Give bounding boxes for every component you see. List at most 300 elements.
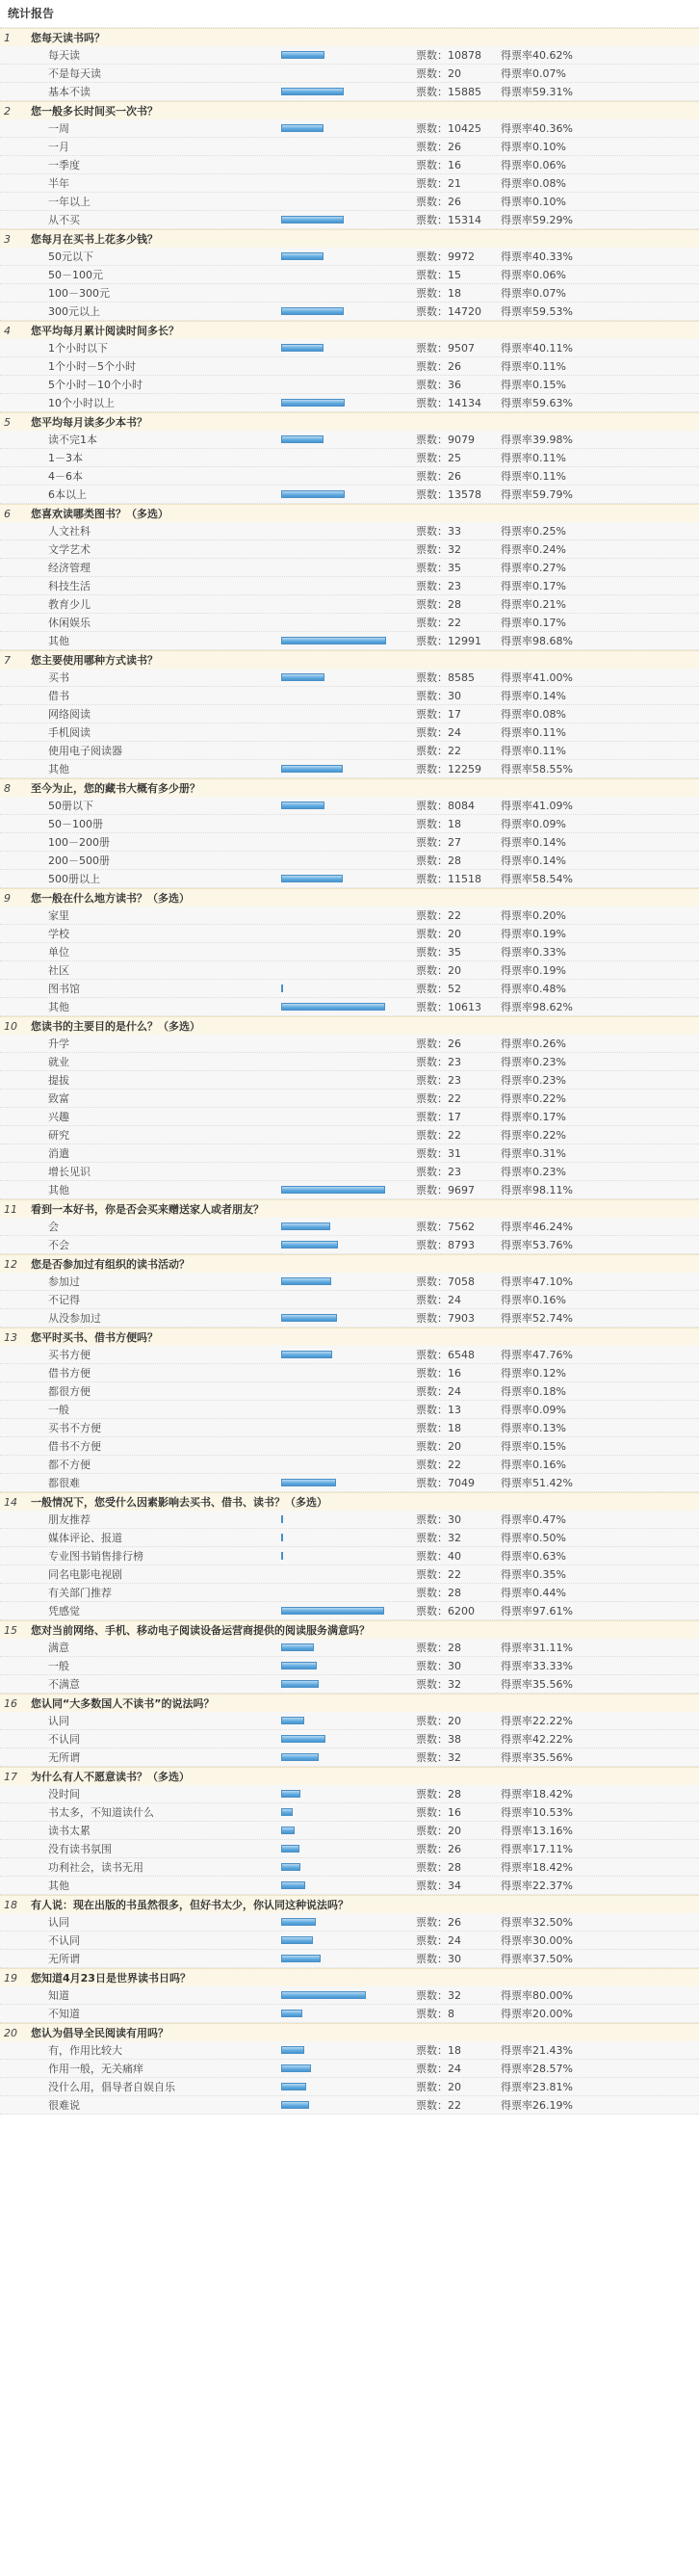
vote-count: 票数：20 — [416, 928, 461, 940]
option-label: 从不买 — [48, 214, 80, 226]
vote-count: 票数：35 — [416, 562, 461, 574]
vote-count: 票数：18 — [416, 818, 461, 830]
option-label: 6本以上 — [48, 488, 87, 501]
vote-bar — [281, 1735, 325, 1743]
question-number: 15 — [4, 1623, 17, 1637]
option-label: 有关部门推荐 — [48, 1587, 112, 1599]
question-text: 看到一本好书，你是否会买来赠送家人或者朋友？ — [31, 1203, 264, 1216]
vote-bar — [281, 1918, 316, 1926]
vote-count: 票数：7903 — [416, 1312, 475, 1325]
vote-rate: 得票率30.00% — [501, 1934, 573, 1947]
vote-count: 票数：32 — [416, 1678, 461, 1691]
vote-count: 票数：11518 — [416, 873, 481, 885]
vote-bar-track — [281, 637, 387, 644]
vote-count: 票数：28 — [416, 1861, 461, 1874]
option-label: 半年 — [48, 177, 69, 190]
option-row — [0, 1547, 699, 1565]
vote-rate: 得票率0.35% — [501, 1568, 566, 1581]
vote-bar-track — [281, 747, 387, 754]
vote-rate: 得票率0.11% — [501, 745, 566, 757]
vote-bar-track — [281, 1003, 387, 1011]
question-header — [0, 1694, 699, 1712]
option-row — [0, 1144, 699, 1163]
option-label: 都不方便 — [48, 1459, 91, 1471]
question-section — [0, 229, 699, 321]
question-number: 2 — [4, 104, 11, 118]
option-label: 买书 — [48, 671, 69, 684]
option-row — [0, 1657, 699, 1675]
option-row — [0, 1456, 699, 1474]
option-label: 一般 — [48, 1660, 69, 1672]
vote-bar-track — [281, 161, 387, 169]
vote-count: 票数：22 — [416, 1092, 461, 1105]
option-label: 一季度 — [48, 159, 80, 171]
vote-rate: 得票率0.18% — [501, 1385, 566, 1398]
option-label: 不认同 — [48, 1733, 80, 1746]
vote-rate: 得票率0.24% — [501, 543, 566, 556]
vote-bar-track — [281, 1827, 387, 1834]
option-label: 其他 — [48, 1001, 69, 1013]
vote-count: 票数：16 — [416, 159, 461, 171]
vote-count: 票数：27 — [416, 836, 461, 849]
question-text: 您读书的主要目的是什么？（多选） — [31, 1020, 200, 1033]
question-text: 有人说：现在出版的书虽然很多，但好书太少，你认同这种说法吗？ — [31, 1899, 349, 1911]
option-label: 都很难 — [48, 1477, 80, 1489]
vote-count: 票数：32 — [416, 1989, 461, 2002]
question-header — [0, 650, 699, 669]
option-label: 其他 — [48, 635, 69, 647]
vote-count: 票数：30 — [416, 1660, 461, 1672]
option-row — [0, 394, 699, 412]
option-label: 50册以下 — [48, 800, 93, 812]
vote-bar — [281, 344, 324, 352]
option-label: 就业 — [48, 1056, 69, 1068]
vote-bar-track — [281, 1387, 387, 1395]
vote-count: 票数：12991 — [416, 635, 481, 647]
vote-bar-track — [281, 88, 387, 95]
vote-count: 票数：12259 — [416, 763, 481, 775]
vote-rate: 得票率0.15% — [501, 379, 566, 391]
vote-count: 票数：9079 — [416, 434, 475, 446]
vote-bar-track — [281, 1094, 387, 1102]
option-label: 经济管理 — [48, 562, 91, 574]
question-number: 16 — [4, 1696, 17, 1710]
vote-count: 票数：22 — [416, 745, 461, 757]
option-label: 满意 — [48, 1642, 69, 1654]
vote-rate: 得票率80.00% — [501, 1989, 573, 2002]
vote-bar-track — [281, 1351, 387, 1358]
question-header — [0, 101, 699, 119]
vote-rate: 得票率28.57% — [501, 2063, 573, 2075]
vote-rate: 得票率0.19% — [501, 928, 566, 940]
question-text: 您是否参加过有组织的读书活动？ — [31, 1258, 190, 1271]
option-row — [0, 1437, 699, 1456]
vote-rate: 得票率0.31% — [501, 1147, 566, 1160]
vote-bar-track — [281, 564, 387, 571]
vote-bar-track — [281, 1479, 387, 1486]
option-row — [0, 1053, 699, 1071]
option-label: 读不完1本 — [48, 434, 97, 446]
vote-bar — [281, 985, 283, 992]
option-label: 不满意 — [48, 1678, 80, 1691]
question-header — [0, 1492, 699, 1511]
option-label: 单位 — [48, 946, 69, 959]
vote-count: 票数：23 — [416, 1074, 461, 1087]
option-row — [0, 1822, 699, 1840]
vote-bar — [281, 124, 324, 132]
vote-bar-track — [281, 1314, 387, 1322]
vote-bar — [281, 252, 324, 260]
vote-rate: 得票率40.33% — [501, 250, 573, 263]
vote-bar-track — [281, 1113, 387, 1120]
question-header — [0, 1327, 699, 1346]
vote-count: 票数：26 — [416, 1038, 461, 1050]
option-label: 提拔 — [48, 1074, 69, 1087]
vote-count: 票数：7058 — [416, 1275, 475, 1288]
option-row — [0, 248, 699, 266]
vote-bar — [281, 88, 344, 95]
vote-rate: 得票率33.33% — [501, 1660, 573, 1672]
vote-rate: 得票率0.33% — [501, 946, 566, 959]
vote-rate: 得票率59.79% — [501, 488, 573, 501]
vote-rate: 得票率42.22% — [501, 1733, 573, 1746]
option-row — [0, 1273, 699, 1291]
question-header — [0, 1199, 699, 1218]
option-row — [0, 1346, 699, 1364]
question-header — [0, 1968, 699, 1986]
vote-bar-track — [281, 802, 387, 809]
vote-rate: 得票率0.11% — [501, 726, 566, 739]
question-number: 12 — [4, 1257, 17, 1271]
vote-rate: 得票率0.27% — [501, 562, 566, 574]
vote-bar-track — [281, 1643, 387, 1651]
vote-count: 票数：17 — [416, 708, 461, 721]
vote-rate: 得票率0.16% — [501, 1459, 566, 1471]
vote-bar-track — [281, 765, 387, 773]
vote-rate: 得票率39.98% — [501, 434, 573, 446]
vote-bar — [281, 2064, 311, 2072]
option-row — [0, 2060, 699, 2078]
vote-bar — [281, 1607, 384, 1615]
vote-count: 票数：35 — [416, 946, 461, 959]
vote-rate: 得票率0.50% — [501, 1532, 566, 1544]
option-row — [0, 998, 699, 1016]
vote-count: 票数：15885 — [416, 86, 481, 98]
question-header — [0, 888, 699, 907]
vote-bar-track — [281, 1186, 387, 1194]
option-label: 不是每天读 — [48, 67, 101, 80]
vote-bar — [281, 307, 344, 315]
option-label: 10个小时以上 — [48, 397, 115, 409]
vote-bar-track — [281, 2083, 387, 2090]
option-label: 手机阅读 — [48, 726, 91, 739]
option-label: 升学 — [48, 1038, 69, 1050]
option-row — [0, 46, 699, 65]
option-label: 借书方便 — [48, 1367, 91, 1380]
option-row — [0, 156, 699, 174]
vote-rate: 得票率0.14% — [501, 690, 566, 702]
option-row — [0, 431, 699, 449]
vote-count: 票数：28 — [416, 598, 461, 611]
vote-bar — [281, 1186, 385, 1194]
question-header — [0, 1016, 699, 1035]
option-row — [0, 1675, 699, 1694]
question-section — [0, 888, 699, 1016]
vote-bar-track — [281, 124, 387, 132]
question-number: 9 — [4, 891, 11, 905]
vote-rate: 得票率0.17% — [501, 580, 566, 592]
vote-bar — [281, 2083, 306, 2090]
vote-count: 票数：15 — [416, 269, 461, 281]
option-row — [0, 1730, 699, 1748]
vote-count: 票数：36 — [416, 379, 461, 391]
option-row — [0, 2078, 699, 2096]
question-text: 您喜欢读哪类图书？（多选） — [31, 508, 168, 520]
vote-rate: 得票率0.22% — [501, 1092, 566, 1105]
option-row — [0, 961, 699, 980]
option-row — [0, 1309, 699, 1327]
vote-bar-track — [281, 490, 387, 498]
question-number: 4 — [4, 324, 11, 337]
option-row — [0, 1950, 699, 1968]
question-number: 20 — [4, 2026, 17, 2039]
vote-count: 票数：30 — [416, 690, 461, 702]
vote-rate: 得票率46.24% — [501, 1221, 573, 1233]
vote-count: 票数：24 — [416, 1294, 461, 1306]
option-label: 使用电子阅读器 — [48, 745, 122, 757]
option-label: 每天读 — [48, 49, 80, 62]
option-label: 200－500册 — [48, 854, 110, 867]
vote-rate: 得票率59.31% — [501, 86, 573, 98]
vote-count: 票数：14720 — [416, 305, 481, 318]
vote-bar — [281, 1991, 366, 1999]
vote-bar — [281, 765, 343, 773]
vote-rate: 得票率0.09% — [501, 1404, 566, 1416]
option-row — [0, 1840, 699, 1858]
vote-rate: 得票率0.48% — [501, 983, 566, 995]
vote-bar-track — [281, 600, 387, 608]
vote-bar-track — [281, 911, 387, 919]
option-label: 无所谓 — [48, 1953, 80, 1965]
option-row — [0, 1291, 699, 1309]
question-section — [0, 1694, 699, 1767]
vote-bar-track — [281, 1991, 387, 1999]
vote-bar-track — [281, 1790, 387, 1798]
vote-bar-track — [281, 1955, 387, 1962]
vote-count: 票数：20 — [416, 1825, 461, 1837]
question-section — [0, 101, 699, 229]
question-text: 您知道4月23日是世界读书日吗？ — [31, 1972, 191, 1985]
vote-count: 票数：9972 — [416, 250, 475, 263]
question-number: 11 — [4, 1202, 17, 1216]
vote-bar-track — [281, 856, 387, 864]
report-title: 统计报告 — [0, 0, 699, 28]
vote-rate: 得票率37.50% — [501, 1953, 573, 1965]
option-row — [0, 577, 699, 595]
vote-rate: 得票率58.54% — [501, 873, 573, 885]
vote-count: 票数：9507 — [416, 342, 475, 355]
option-label: 从没参加过 — [48, 1312, 101, 1325]
vote-count: 票数：20 — [416, 2081, 461, 2093]
option-row — [0, 1913, 699, 1932]
vote-rate: 得票率32.50% — [501, 1916, 573, 1929]
option-row — [0, 925, 699, 943]
vote-bar — [281, 1863, 300, 1871]
vote-count: 票数：25 — [416, 452, 461, 464]
question-text: 您认为倡导全民阅读有用吗？ — [31, 2027, 168, 2039]
option-label: 其他 — [48, 1184, 69, 1196]
option-row — [0, 284, 699, 302]
option-label: 不知道 — [48, 2008, 80, 2020]
vote-count: 票数：33 — [416, 525, 461, 538]
vote-bar-track — [281, 966, 387, 974]
vote-rate: 得票率0.06% — [501, 159, 566, 171]
vote-count: 票数：30 — [416, 1513, 461, 1526]
vote-rate: 得票率59.53% — [501, 305, 573, 318]
vote-count: 票数：40 — [416, 1550, 461, 1563]
vote-bar-track — [281, 692, 387, 699]
vote-bar-track — [281, 1168, 387, 1175]
vote-bar — [281, 1222, 330, 1230]
question-section — [0, 504, 699, 650]
option-label: 借书 — [48, 690, 69, 702]
vote-rate: 得票率18.42% — [501, 1788, 573, 1801]
vote-count: 票数：6200 — [416, 1605, 475, 1617]
vote-bar-track — [281, 527, 387, 535]
option-label: 没有读书氛围 — [48, 1843, 112, 1855]
question-header — [0, 1254, 699, 1273]
option-row — [0, 797, 699, 815]
vote-bar-track — [281, 344, 387, 352]
survey-list — [0, 28, 699, 2115]
vote-count: 票数：10878 — [416, 49, 481, 62]
question-number: 19 — [4, 1971, 17, 1985]
vote-count: 票数：26 — [416, 1843, 461, 1855]
vote-count: 票数：26 — [416, 141, 461, 153]
vote-bar — [281, 637, 386, 644]
vote-bar-track — [281, 179, 387, 187]
vote-count: 票数：23 — [416, 1166, 461, 1178]
vote-count: 票数：20 — [416, 1440, 461, 1453]
vote-rate: 得票率0.14% — [501, 854, 566, 867]
vote-bar-track — [281, 1680, 387, 1688]
vote-rate: 得票率0.07% — [501, 287, 566, 300]
option-row — [0, 449, 699, 467]
option-row — [0, 705, 699, 723]
vote-count: 票数：26 — [416, 1916, 461, 1929]
vote-count: 票数：28 — [416, 1587, 461, 1599]
vote-bar-track — [281, 1058, 387, 1065]
question-section — [0, 321, 699, 412]
vote-bar-track — [281, 1076, 387, 1084]
vote-rate: 得票率47.76% — [501, 1349, 573, 1361]
option-label: 专业图书销售排行榜 — [48, 1550, 143, 1563]
vote-rate: 得票率51.42% — [501, 1477, 573, 1489]
vote-count: 票数：14134 — [416, 397, 481, 409]
question-section — [0, 2023, 699, 2115]
vote-rate: 得票率40.11% — [501, 342, 573, 355]
vote-rate: 得票率13.16% — [501, 1825, 573, 1837]
option-label: 基本不读 — [48, 86, 91, 98]
vote-count: 票数：18 — [416, 2044, 461, 2057]
vote-count: 票数：8084 — [416, 800, 475, 812]
question-text: 您一般多长时间买一次书？ — [31, 105, 158, 118]
vote-count: 票数：24 — [416, 1934, 461, 1947]
vote-count: 票数：22 — [416, 617, 461, 629]
option-label: 研究 — [48, 1129, 69, 1142]
option-label: 图书馆 — [48, 983, 80, 995]
question-text: 至今为止，您的藏书大概有多少册？ — [31, 782, 200, 795]
question-section — [0, 1895, 699, 1968]
vote-count: 票数：20 — [416, 67, 461, 80]
option-row — [0, 559, 699, 577]
vote-rate: 得票率52.74% — [501, 1312, 573, 1325]
vote-bar-track — [281, 838, 387, 846]
option-label: 买书不方便 — [48, 1422, 101, 1434]
vote-bar-track — [281, 69, 387, 77]
option-row — [0, 907, 699, 925]
question-number: 10 — [4, 1019, 17, 1033]
option-row — [0, 852, 699, 870]
question-text: 您主要使用哪种方式读书？ — [31, 654, 158, 667]
option-row — [0, 669, 699, 687]
vote-bar-track — [281, 1607, 387, 1615]
question-section — [0, 412, 699, 504]
vote-rate: 得票率31.11% — [501, 1642, 573, 1654]
question-section — [0, 28, 699, 101]
option-label: 1－3本 — [48, 452, 83, 464]
option-row — [0, 1163, 699, 1181]
question-header — [0, 412, 699, 431]
vote-bar-track — [281, 362, 387, 370]
option-label: 有，作用比较大 — [48, 2044, 122, 2057]
vote-bar-track — [281, 51, 387, 59]
vote-count: 票数：7049 — [416, 1477, 475, 1489]
vote-count: 票数：9697 — [416, 1184, 475, 1196]
vote-rate: 得票率0.06% — [501, 269, 566, 281]
option-row — [0, 1126, 699, 1144]
vote-rate: 得票率0.15% — [501, 1440, 566, 1453]
vote-rate: 得票率41.00% — [501, 671, 573, 684]
vote-bar-track — [281, 472, 387, 480]
vote-count: 票数：26 — [416, 360, 461, 373]
vote-bar — [281, 1314, 337, 1322]
option-label: 文学艺术 — [48, 543, 91, 556]
option-label: 参加过 — [48, 1275, 80, 1288]
vote-count: 票数：23 — [416, 580, 461, 592]
option-row — [0, 1218, 699, 1236]
vote-rate: 得票率0.08% — [501, 177, 566, 190]
option-label: 致富 — [48, 1092, 69, 1105]
option-label: 不记得 — [48, 1294, 80, 1306]
vote-count: 票数：24 — [416, 726, 461, 739]
option-label: 作用一般，无关痛痒 — [48, 2063, 143, 2075]
vote-bar-track — [281, 307, 387, 315]
vote-rate: 得票率0.44% — [501, 1587, 566, 1599]
vote-bar-track — [281, 985, 387, 992]
option-label: 知道 — [48, 1989, 69, 2002]
option-label: 书太多，不知道读什么 — [48, 1806, 154, 1819]
vote-rate: 得票率97.61% — [501, 1605, 573, 1617]
vote-bar-track — [281, 1881, 387, 1889]
vote-bar-track — [281, 1753, 387, 1761]
vote-bar — [281, 1936, 313, 1944]
vote-count: 票数：10425 — [416, 122, 481, 135]
option-label: 1个小时以下 — [48, 342, 108, 355]
question-section — [0, 1016, 699, 1199]
question-section — [0, 1254, 699, 1327]
option-row — [0, 742, 699, 760]
